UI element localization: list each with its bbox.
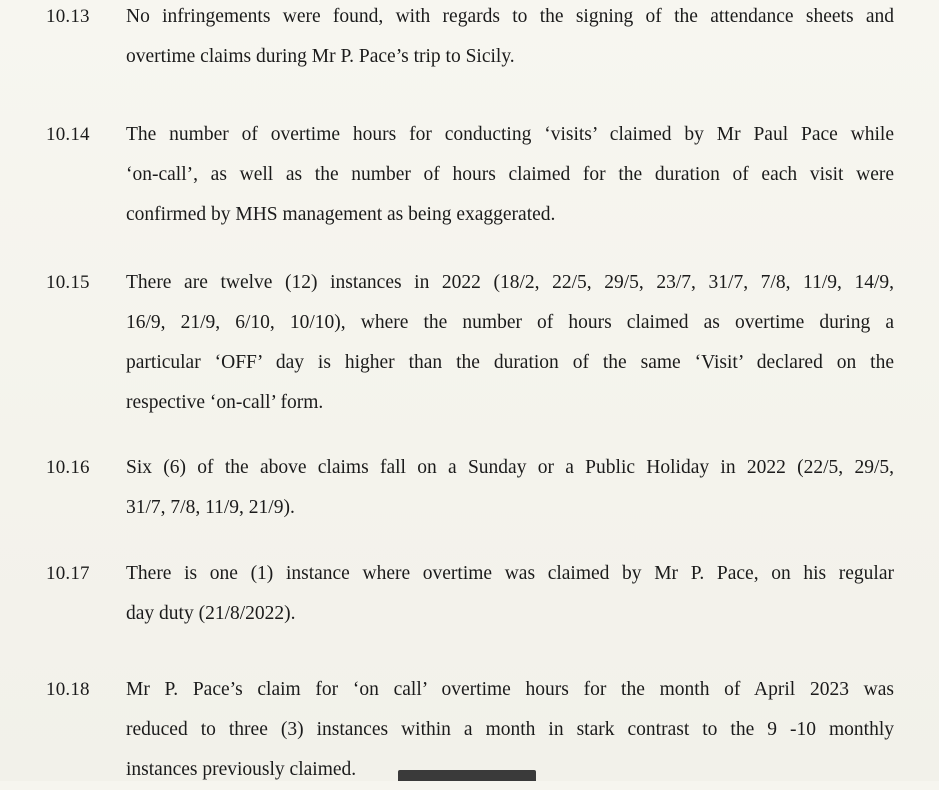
text-line: reduced to three (3) instances within a month in stark contrast to the 9 -10 monthly <box>126 719 894 740</box>
text-line: particular ‘OFF’ day is higher than the duration of the same ‘Visit’ declared on the <box>126 352 894 373</box>
text-line: instances previously claimed. <box>126 759 357 780</box>
text-line: ‘on-call’, as well as the number of hours claimed for the duration of each visit were <box>126 164 894 185</box>
text-line: The number of overtime hours for conducting ‘visits’ claimed by Mr Paul Pace while <box>126 124 894 145</box>
text-line: respective ‘on-call’ form. <box>126 392 324 413</box>
text-line: Mr P. Pace’s claim for ‘on call’ overtime hours for the month of April 2023 was <box>126 679 894 700</box>
paragraph-number: 10.18 <box>46 679 90 700</box>
paragraph-text <box>126 448 894 528</box>
paragraph-number: 10.14 <box>46 124 90 145</box>
paragraph-text <box>126 115 894 235</box>
text-line: 16/9, 21/9, 6/10, 10/10), where the number of hours claimed as overtime during a <box>126 312 894 333</box>
text-line: There is one (1) instance where overtime was claimed by Mr P. Pace, on his regular <box>126 563 894 584</box>
text-line: day duty (21/8/2022). <box>126 603 296 624</box>
text-line: 31/7, 7/8, 11/9, 21/9). <box>126 497 295 518</box>
text-line: There are twelve (12) instances in 2022 (18/2, 22/5, 29/5, 23/7, 31/7, 7/8, 11/9, 14/9, <box>126 272 894 293</box>
paragraph-text <box>126 554 894 634</box>
paragraph-number: 10.17 <box>46 563 90 584</box>
paragraph-text <box>126 263 894 423</box>
text-line: confirmed by MHS management as being exaggerated. <box>126 204 556 225</box>
paragraph-number: 10.16 <box>46 457 90 478</box>
text-line: No infringements were found, with regards to the signing of the attendance sheets and <box>126 6 894 27</box>
paragraph-number: 10.15 <box>46 272 90 293</box>
paragraph-number: 10.13 <box>46 6 90 27</box>
video-overlay-bar <box>398 770 536 781</box>
text-line: Six (6) of the above claims fall on a Sunday or a Public Holiday in 2022 (22/5, 29/5, <box>126 457 894 478</box>
text-line: overtime claims during Mr P. Pace’s trip to Sicily. <box>126 46 515 67</box>
paragraph-text <box>126 0 894 77</box>
